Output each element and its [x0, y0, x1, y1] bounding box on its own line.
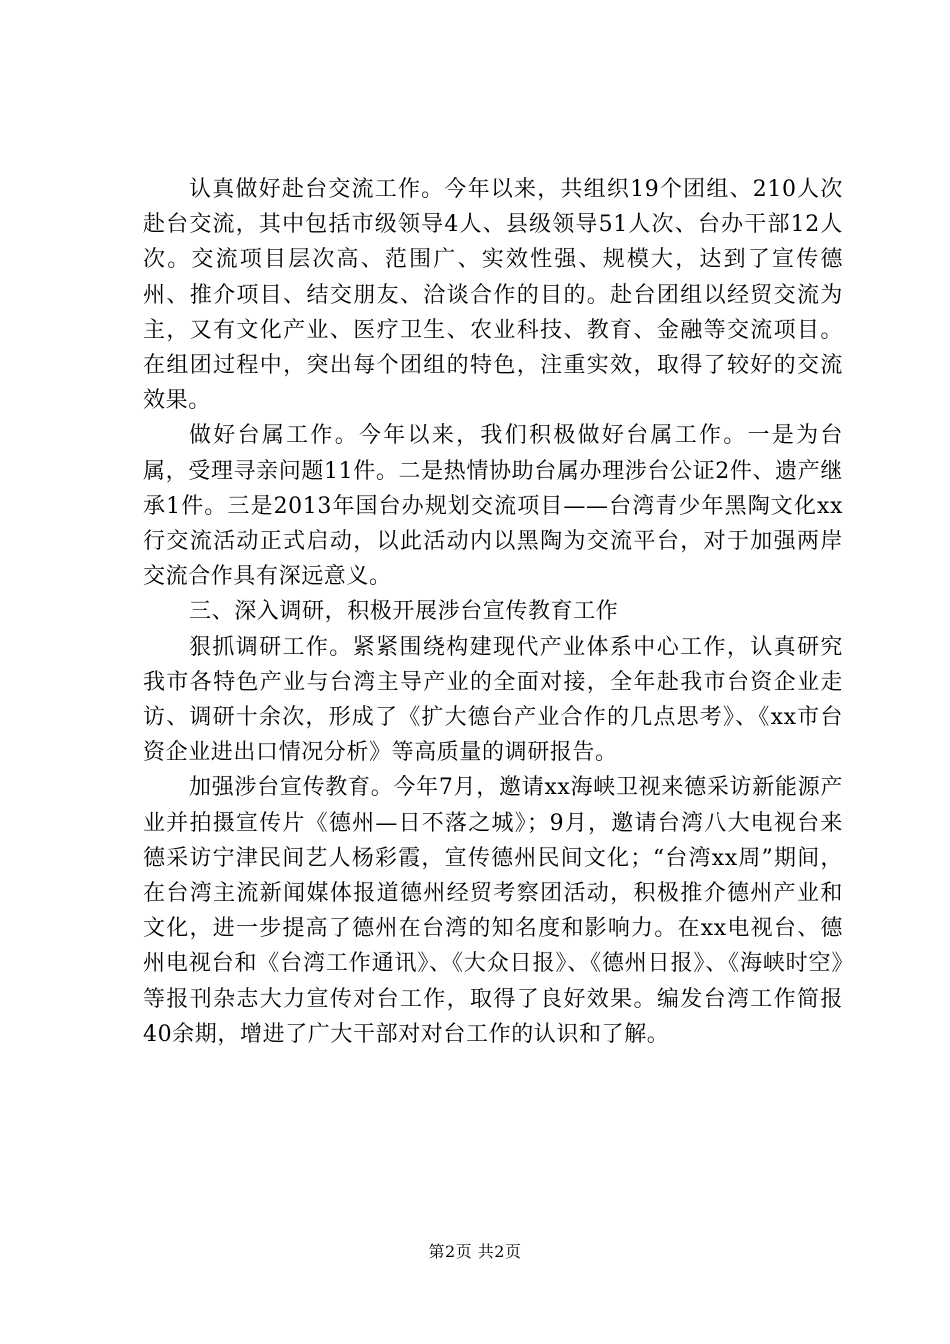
- paragraph-research-work: 狠抓调研工作。紧紧围绕构建现代产业体系中心工作，认真研究我市各特色产业与台湾主导产业的全面对接，全年赴我市台资企业走访、调研十余次，形成了《扩大德台产业合作的几点思考》、《xx市台资企业进出口情况分析》等高质量的调研报告。: [143, 634, 843, 766]
- page-number-footer: 第2页 共2页: [428, 1242, 522, 1261]
- document-body: [143, 172, 843, 1052]
- paragraph-taiwan-exchange: 认真做好赴台交流工作。今年以来，共组织19个团组、210人次赴台交流，其中包括市级领导4人、县级领导51人次、台办干部12人次。交流项目层次高、范围广、实效性强、规模大，达到了宣传德州、推介项目、结交朋友、洽谈合作的目的。赴台团组以经贸交流为主，又有文化产业、医疗卫生、农业科技、教育、金融等交流项目。在组团过程中，突出每个团组的特色，注重实效，取得了较好的交流效果。: [143, 177, 843, 414]
- paragraph-publicity-education: 加强涉台宣传教育。今年7月，邀请xx海峡卫视来德采访新能源产业并拍摄宣传片《德州—日不落之城》；9月，邀请台湾八大电视台来德采访宁津民间艺人杨彩霞，宣传德州民间文化；“台湾xx周”期间，在台湾主流新闻媒体报道德州经贸考察团活动，积极推介德州产业和文化，进一步提高了德州在台湾的知名度和影响力。在xx电视台、德州电视台和《台湾工作通讯》、《大众日报》、《德州日报》、《海峡时空》等报刊杂志大力宣传对台工作，取得了良好效果。编发台湾工作简报40余期，增进了广大干部对对台工作的认识和了解。: [143, 775, 843, 1047]
- paragraph-taiwan-relatives: 做好台属工作。今年以来，我们积极做好台属工作。一是为台属，受理寻亲问题11件。二是热情协助台属办理涉台公证2件、遗产继承1件。三是2013年国台办规划交流项目——台湾青少年黑陶文化xx行交流活动正式启动，以此活动内以黑陶为交流平台，对于加强两岸交流合作具有深远意义。: [143, 423, 843, 590]
- section-heading-research: 三、深入调研，积极开展涉台宣传教育工作: [189, 599, 619, 625]
